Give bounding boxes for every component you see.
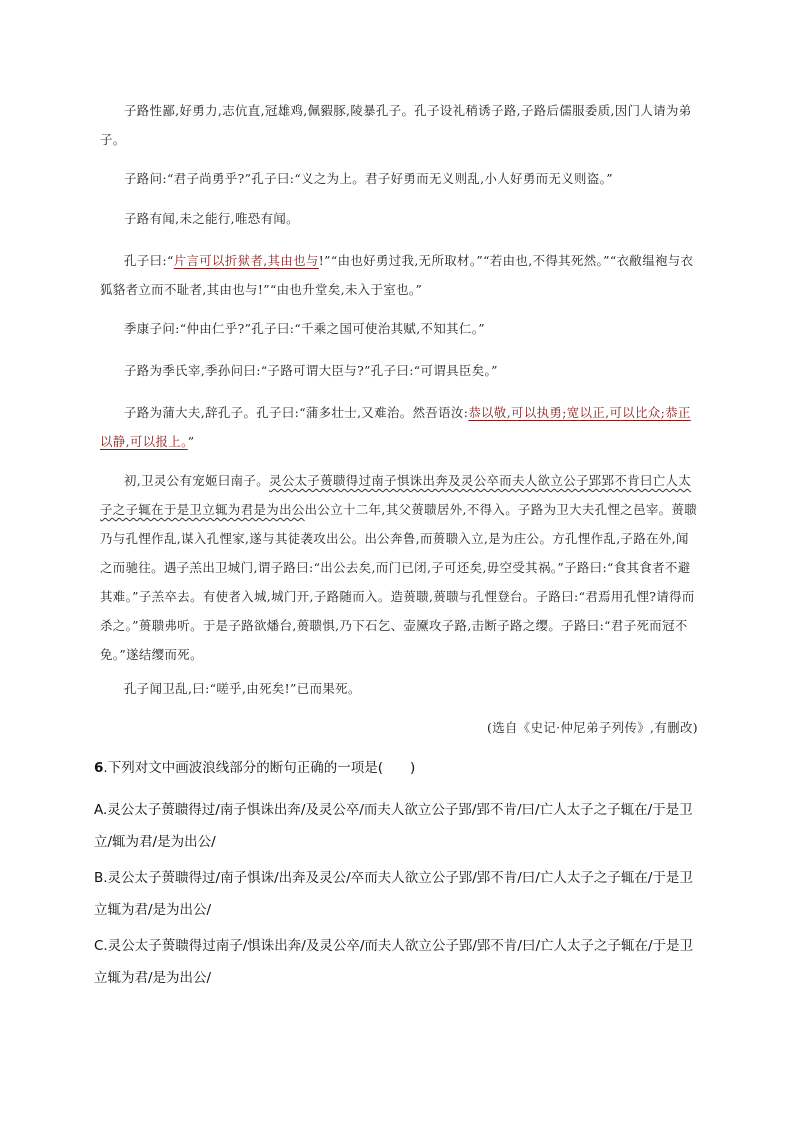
- passage-paragraph-2: [100, 164, 698, 193]
- passage-text: ”: [187, 434, 195, 449]
- passage-text: 子路有闻,未之能行,唯恐有闻。: [124, 211, 299, 226]
- passage-text: 子路性鄙,好勇力,志伉直,冠雄鸡,佩豭豚,陵暴孔子。孔子设礼稍诱子路,子路后儒服委质,因门人请为弟子。: [100, 103, 692, 147]
- passage-paragraph-9: [100, 674, 698, 703]
- wavy-underlined-passage: 灵公太子蒉聩得过南子惧诛出奔及灵公卒而夫人欲立公子郢郢不肯曰亡人太子之子辄在于是卫立辄为君是为出公: [100, 473, 692, 517]
- source-citation: (选自《史记·仲尼弟子列传》,有删改): [486, 720, 698, 735]
- passage-paragraph-4: [100, 246, 698, 304]
- passage-text: 出公立十二年,其父蒉聩居外,不得入。子路为卫大夫孔悝之邑宰。蒉聩乃与孔悝作乱,谋入孔悝家,遂与其徒袭攻出公。出公奔鲁,而蒉聩入立,是为庄公。方孔悝作乱,子路在外,闻之而驰往。遇子羔出卫城门,谓子路曰:“出公去矣,而门已闭,子可还矣,毋空受其祸。”子路曰:“食其食者不避其难。”子羔卒去。有使者入城,城门开,子路随而入。造蒉聩,蒉聩与孔悝登台。子路曰:“君焉用孔悝?请得而杀之。”蒉聩弗听。于是子路欲燔台,蒉聩惧,乃下石乞、壶黡攻子路,击断子路之缨。子路曰:“君子死而冠不免。”遂结缨而死。: [100, 502, 698, 662]
- question-stem: [94, 752, 700, 784]
- passage-text: !”“由也好勇过我,无所取材。”“若由也,不得其死然。”“衣敝缊袍与衣狐貉者立而不耻者,其由也与!”“由也升堂矣,未入于室也。”: [100, 253, 694, 297]
- highlighted-quote: 恭以敬,可以执勇;宽以正,可以比众;恭正以静,可以报上。: [100, 405, 691, 449]
- passage-paragraph-3: [100, 204, 698, 233]
- passage-text: 子路为季氏宰,季孙问曰:“子路可谓大臣与?”孔子曰:“可谓具臣矣。”: [124, 363, 498, 378]
- question-number: 6: [94, 760, 104, 776]
- passage-text: 子路为蒲大夫,辞孔子。孔子曰:“蒲多壮士,又难治。然吾语汝:: [124, 405, 469, 420]
- passage-paragraph-7: [100, 398, 698, 456]
- option-a[interactable]: A.灵公太子蒉聩得过/南子惧诛出奔/及灵公卒/而夫人欲立公子郢/郢不肯/曰/亡人太子之子辄在/于是卫立/辄为君/是为出公/: [94, 802, 693, 850]
- passage-paragraph-1: [100, 96, 698, 154]
- passage-text: 孔子曰:“: [124, 253, 174, 268]
- passage-paragraph-6: [100, 356, 698, 385]
- passage-text: 初,卫灵公有宠姬曰南子。: [124, 473, 270, 488]
- passage-text: 孔子闻卫乱,曰:“嗟乎,由死矣!”已而果死。: [124, 681, 361, 696]
- passage-paragraph-5: [100, 314, 698, 343]
- passage-text: 子路问:“君子尚勇乎?”孔子曰:“义之为上。君子好勇而无义则乱,小人好勇而无义则盗。”: [124, 171, 613, 186]
- option-c[interactable]: C.灵公太子蒉聩得过南子/惧诛出奔/及灵公卒/而夫人欲立公子郢/郢不肯/曰/亡人太子之子辄在/于是卫立辄为君/是为出公/: [94, 938, 694, 986]
- highlighted-quote: 片言可以折狱者,其由也与: [173, 253, 319, 268]
- passage-paragraph-8: [100, 466, 698, 669]
- passage-text: 季康子问:“仲由仁乎?”孔子曰:“千乘之国可使治其赋,不知其仁。”: [124, 321, 486, 336]
- option-b[interactable]: B.灵公太子蒉聩得过/南子惧诛/出奔及灵公/卒而夫人欲立公子郢/郢不肯/曰/亡人太子之子辄在/于是卫立辄为君/是为出公/: [94, 870, 693, 918]
- question-text: .下列对文中画波浪线部分的断句正确的一项是( ): [103, 760, 416, 776]
